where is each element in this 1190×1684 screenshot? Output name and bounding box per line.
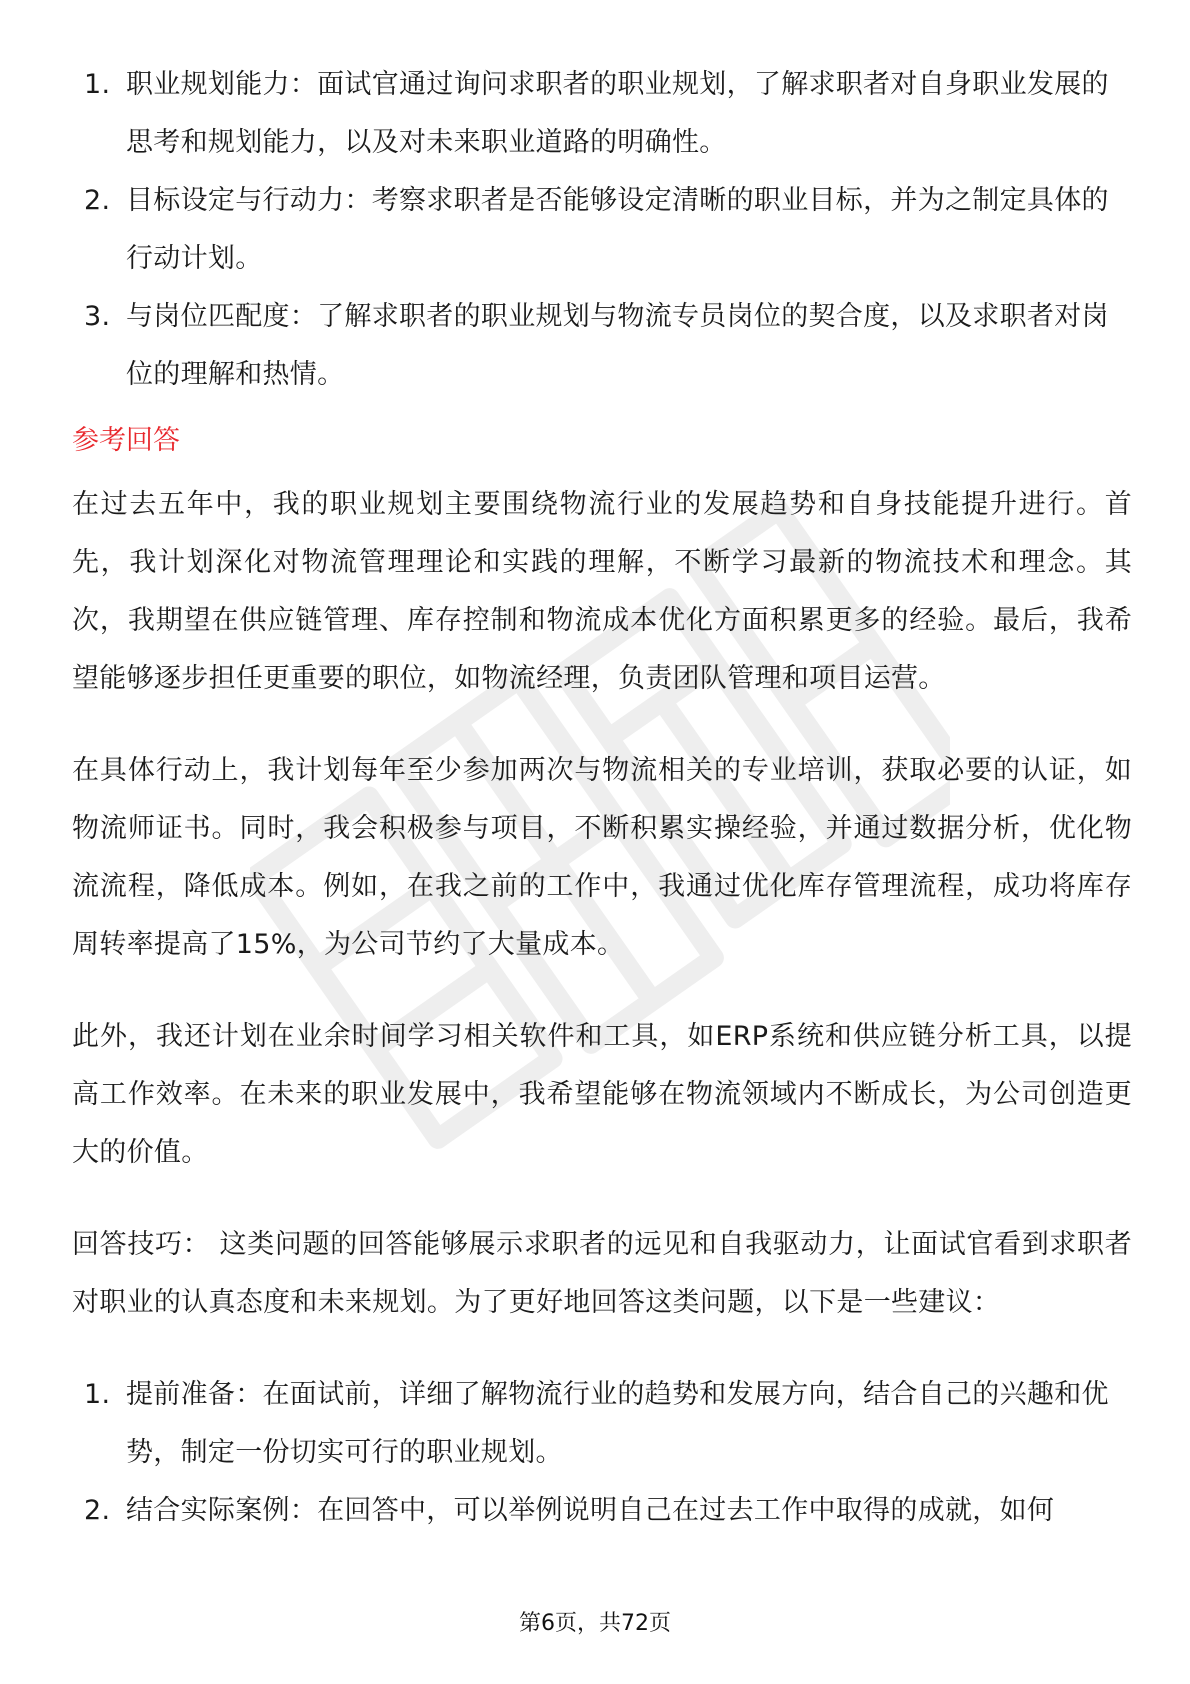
list-item [72,1482,1132,1540]
list-item [72,172,1132,288]
list-text: 职业规划能力：面试官通过询问求职者的职业规划，了解求职者对自身职业发展的思考和规划能力，以及对未来职业道路的明确性。 [126,69,1109,158]
list-text: 提前准备：在面试前，详细了解物流行业的趋势和发展方向，结合自己的兴趣和优势，制定一份切实可行的职业规划。 [126,1379,1109,1468]
list-item [72,56,1132,172]
list-text: 结合实际案例：在回答中，可以举例说明自己在过去工作中取得的成就，如何 [126,1495,1055,1526]
list-number: 2. [84,185,111,216]
list-number: 1. [84,1379,111,1410]
list-item [72,288,1132,404]
page-footer: 第6页，共72页 [519,1611,671,1636]
list-item [72,1366,1132,1482]
tips-intro: 回答技巧： 这类问题的回答能够展示求职者的远见和自我驱动力，让面试官看到求职者对职业的认真态度和未来规划。为了更好地回答这类问题，以下是一些建议： [72,1229,1132,1318]
reference-paragraph: 在具体行动上，我计划每年至少参加两次与物流相关的专业培训，获取必要的认证，如物流师证书。同时，我会积极参与项目，不断积累实操经验，并通过数据分析，优化物流流程，降低成本。例如，在我之前的工作中，我通过优化库存管理流程，成功将库存周转率提高了15%，为公司节约了大量成本。 [72,755,1132,960]
list-number: 3. [84,301,111,332]
reference-answer-heading: 参考回答 [72,425,180,456]
reference-paragraph: 此外，我还计划在业余时间学习相关软件和工具，如ERP系统和供应链分析工具，以提高工作效率。在未来的职业发展中，我希望能够在物流领域内不断成长，为公司创造更大的价值。 [72,1021,1132,1168]
list-text: 目标设定与行动力：考察求职者是否能够设定清晰的职业目标，并为之制定具体的行动计划。 [126,185,1109,274]
list-text: 与岗位匹配度：了解求职者的职业规划与物流专员岗位的契合度，以及求职者对岗位的理解和热情。 [126,301,1109,390]
tips-list [72,1366,1132,1540]
document-body [72,56,1132,1540]
reference-paragraph: 在过去五年中，我的职业规划主要围绕物流行业的发展趋势和自身技能提升进行。首先，我计划深化对物流管理理论和实践的理解，不断学习最新的物流技术和理念。其次，我期望在供应链管理、库存控制和物流成本优化方面积累更多的经验。最后，我希望能够逐步担任更重要的职位，如物流经理，负责团队管理和项目运营。 [72,489,1132,694]
list-number: 2. [84,1495,111,1526]
evaluation-criteria-list [72,56,1132,404]
list-number: 1. [84,69,111,100]
